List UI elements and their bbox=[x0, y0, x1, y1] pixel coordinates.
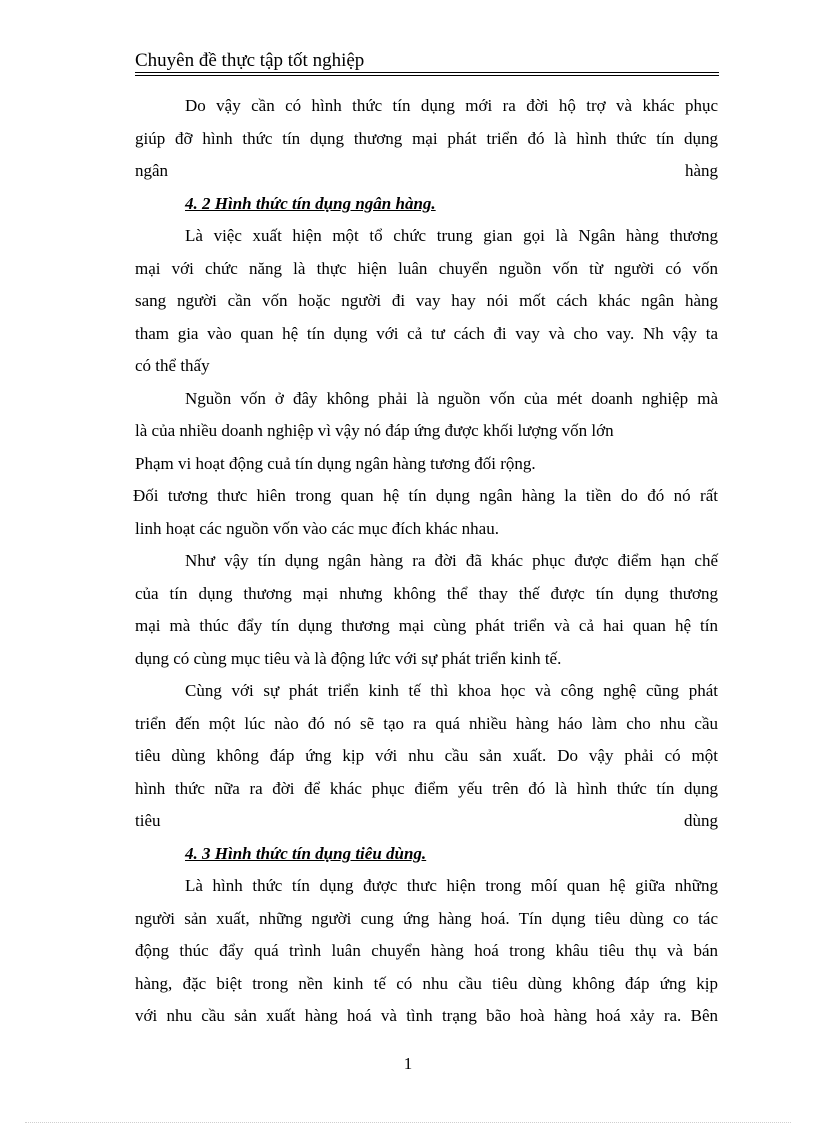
paragraph bbox=[135, 675, 718, 708]
text-word: ngân bbox=[135, 161, 169, 180]
paragraph bbox=[135, 220, 718, 253]
paragraph-continued bbox=[135, 773, 718, 806]
text-line: người sản xuất, những người cung ứng hàng hoá. Tín dụng tiêu dùng co tác bbox=[135, 908, 718, 928]
text-line: Là hình thức tín dụng được thưc hiện trong môí quan hệ giữa những bbox=[185, 876, 718, 895]
text-line: dụng có cùng mục tiêu và là động lức với sự phát triển kinh tế. bbox=[135, 648, 562, 668]
paragraph bbox=[133, 480, 718, 513]
paragraph-continued bbox=[135, 123, 718, 156]
text-line: động thúc đẩy quá trình luân chuyển hàng hoá trong khâu tiêu thụ và bán bbox=[135, 941, 718, 960]
page-header bbox=[135, 50, 719, 72]
section-heading-4-3: 4. 3 Hình thức tín dụng tiêu dùng. bbox=[185, 843, 427, 863]
text-line: triển đến một lúc nào đó nó sẽ tạo ra quá nhiều hàng háo làm cho nhu cầu bbox=[135, 713, 718, 733]
text-line: Do vậy cần có hình thức tín dụng mới ra đời hộ trợ và khác phục bbox=[185, 96, 718, 115]
paragraph-continued bbox=[135, 903, 718, 936]
document-body bbox=[135, 90, 718, 1033]
paragraph-continued bbox=[135, 708, 718, 741]
paragraph-continued bbox=[135, 513, 718, 546]
paragraph bbox=[135, 90, 718, 123]
header-rule-thin bbox=[135, 75, 719, 76]
paragraph bbox=[135, 448, 718, 481]
text-line: Là việc xuất hiện một tổ chức trung gian gọi là Ngân hàng thương bbox=[185, 226, 718, 245]
text-line: của tín dụng thương mại nhưng không thể thay thế được tín dụng thương bbox=[135, 583, 718, 603]
paragraph-continued bbox=[135, 740, 718, 773]
paragraph-continued bbox=[135, 318, 718, 351]
paragraph-continued bbox=[135, 1000, 718, 1033]
paragraph-continued bbox=[135, 805, 718, 838]
header-title: Chuyên đề thực tập tốt nghiệp bbox=[135, 50, 365, 71]
paragraph bbox=[135, 870, 718, 903]
paragraph-continued bbox=[135, 253, 718, 286]
text-line: tiêu dùng không đáp ứng kịp với nhu cầu sản xuất. Do vậy phải có một bbox=[135, 746, 718, 765]
text-line: Cùng với sự phát triển kinh tế thì khoa học và công nghệ cũng phát bbox=[185, 681, 718, 700]
text-word: tiêu bbox=[135, 811, 161, 830]
text-line: là của nhiều doanh nghiệp vì vậy nó đáp ứng được khối lượng vốn lớn bbox=[135, 421, 614, 440]
paragraph bbox=[135, 383, 718, 416]
text-line: hàng, đặc biệt trong nền kinh tế có nhu cầu tiêu dùng không đáp ứng kịp bbox=[135, 973, 718, 993]
paragraph-continued bbox=[135, 578, 718, 611]
text-line: mại với chức năng là thực hiện luân chuyển nguồn vốn từ người có vốn bbox=[135, 258, 718, 278]
text-line bbox=[135, 155, 718, 188]
text-line: Phạm vi hoạt động cuả tín dụng ngân hàng tương đối rộng. bbox=[135, 453, 536, 473]
text-line: với nhu cầu sản xuất hàng hoá và tình trạng bão hoà hàng hoá xảy ra. Bên bbox=[135, 1006, 718, 1025]
text-line: sang người cần vốn hoặc người đi vay hay nói mốt cách khác ngân hàng bbox=[135, 291, 718, 310]
text-line: Đối tương thưc hiên trong quan hệ tín dụng ngân hàng la tiền do đó nó rất bbox=[133, 486, 718, 505]
paragraph-continued bbox=[135, 610, 718, 643]
paragraph-continued bbox=[135, 935, 718, 968]
text-word: dùng bbox=[684, 811, 718, 830]
page-number: 1 bbox=[403, 1054, 413, 1073]
paragraph bbox=[135, 545, 718, 578]
text-line: Nguồn vốn ở đây không phải là nguồn vốn của mét doanh nghiệp mà bbox=[185, 388, 718, 408]
paragraph-continued bbox=[135, 285, 718, 318]
header-rule-thick bbox=[135, 72, 719, 73]
text-line bbox=[135, 805, 718, 838]
text-line: giúp đỡ hình thức tín dụng thương mại phát triển đó là hình thức tín dụng bbox=[135, 128, 718, 148]
text-line: hình thức nữa ra đời để khác phục điểm yếu trên đó là hình thức tín dụng bbox=[135, 778, 718, 798]
text-line: mại mà thúc đẩy tín dụng thương mại cùng phát triển và cả hai quan hệ tín bbox=[135, 616, 718, 635]
section-heading-4-2: 4. 2 Hình thức tín dụng ngân hàng. bbox=[185, 193, 436, 213]
text-line: linh hoạt các nguồn vốn vào các mục đích khác nhau. bbox=[135, 518, 499, 538]
paragraph-continued bbox=[135, 350, 718, 383]
paragraph-continued bbox=[135, 155, 718, 188]
text-line: Như vậy tín dụng ngân hàng ra đời đã khác phục được điểm hạn chế bbox=[185, 551, 718, 570]
paragraph-continued bbox=[135, 968, 718, 1001]
text-line: có thể thấy bbox=[135, 356, 210, 375]
paragraph-continued bbox=[135, 643, 718, 676]
paragraph-continued bbox=[135, 415, 718, 448]
text-word: hàng bbox=[684, 161, 718, 180]
text-line: tham gia vào quan hệ tín dụng với cả tư cách đi vay và cho vay. Nh vậy ta bbox=[135, 323, 718, 343]
